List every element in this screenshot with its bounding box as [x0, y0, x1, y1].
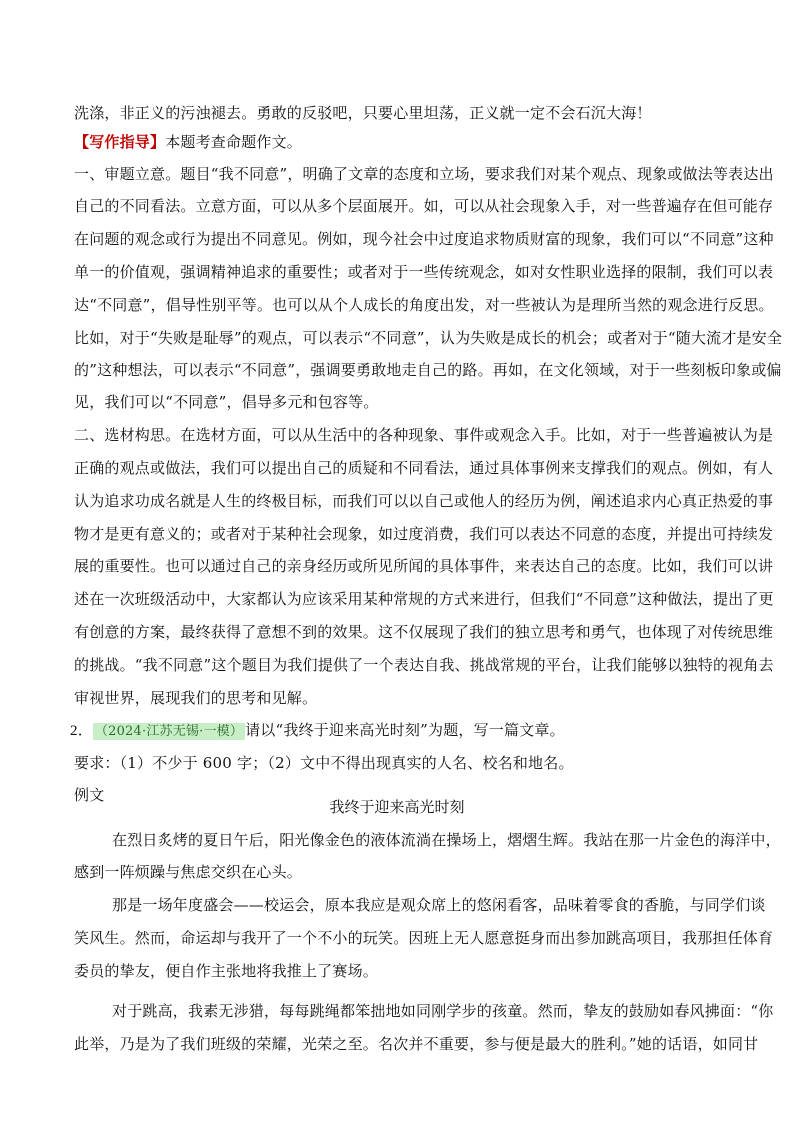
- text-line: 在问题的观念或行为提出不同意见。例如，现今社会中过度追求物质财富的现象，我们可以“不同意”这种: [74, 230, 774, 248]
- question-line: [70, 721, 720, 740]
- text-line: 正确的观点或做法，我们可以提出自己的质疑和不同看法，通过具体事例来支撑我们的观点。例如，有人: [74, 459, 774, 477]
- essay-line: 在烈日炙烤的夏日午后，阳光像金色的液体流淌在操场上，熠熠生辉。我站在那一片金色的海洋中，: [112, 831, 781, 849]
- essay-line: 那是一场年度盛会——校运会，原本我应是观众席上的悠闲看客，品味着零食的香脆，与同学们谈: [112, 896, 766, 914]
- text-line: 的挑战。“我不同意”这个题目为我们提供了一个表达自我、挑战常规的平台，让我们能够以独特的视角去: [74, 656, 774, 674]
- writing-guide-text: 本题考查命题作文。: [165, 133, 303, 151]
- question-source-tag[interactable]: （2024·江苏无锡·一模）: [94, 724, 244, 739]
- essay-line: 委员的挚友，便自作主张地将我推上了赛场。: [74, 962, 379, 980]
- text-line: 单一的价值观，强调精神追求的重要性；或者对于一些传统观念，如对女性职业选择的限制，我们可以表: [74, 263, 774, 281]
- requirement-line: 要求：（1）不少于 600 字；（2）文中不得出现真实的人名、校名和地名。: [74, 754, 574, 772]
- text-line: 比如，对于“失败是耻辱”的观点，可以表示“不同意”，认为失败是成长的机会；或者对于“随大流才是安全: [74, 329, 783, 347]
- text-line: 一、审题立意。题目“我不同意”，明确了文章的态度和立场，要求我们对某个观点、现象或做法等表达出: [74, 165, 774, 183]
- question-number: 2．: [70, 723, 93, 739]
- essay-line: 笑风生。然而，命运却与我开了一个不小的玩笑。因班上无人愿意挺身而出参加跳高项目，我那担任体育: [74, 929, 774, 947]
- essay-title: 我终于迎来高光时刻: [329, 798, 465, 816]
- text-line: 述在一次班级活动中，大家都认为应该采用某种常规的方式来进行，但我们“不同意”这种做法，提出了更: [74, 590, 774, 608]
- text-line: 物才是更有意义的；或者对于某种社会现象，如过度消费，我们可以表达不同意的态度，并提出可持续发: [74, 525, 774, 543]
- text-line: 达“不同意”，倡导性别平等。也可以从个人成长的角度出发，对一些被认为是理所当然的观念进行反思。: [74, 296, 774, 314]
- text-line: 自己的不同看法。立意方面，可以从多个层面展开。如，可以从社会现象入手，对一些普遍存在但可能存: [74, 197, 774, 215]
- writing-guide-label: 【写作指导】: [74, 133, 166, 151]
- text-line: 审视世界，展现我们的思考和见解。: [74, 689, 318, 707]
- text-line: 有创意的方案，最终获得了意想不到的效果。这不仅展现了我们的独立思考和勇气，也体现了对传统思维: [74, 623, 774, 641]
- essay-line: 感到一阵烦躁与焦虑交织在心头。: [74, 863, 303, 881]
- essay-line: 此举，乃是为了我们班级的荣耀，光荣之至。名次并不重要，参与便是最大的胜利。”她的话语，如同甘: [74, 1035, 759, 1053]
- question-prompt: 请以“我终于迎来高光时刻”为题，写一篇文章。: [245, 721, 565, 739]
- text-line: 认为追求功成名就是人生的终极目标，而我们可以以自己或他人的经历为例，阐述追求内心真正热爱的事: [74, 492, 774, 510]
- text-line: 展的重要性。也可以通过自己的亲身经历或所见所闻的具体事件，来表达自己的态度。比如，我们可以讲: [74, 557, 774, 575]
- text-line: 二、选材构思。在选材方面，可以从生活中的各种现象、事件或观念入手。比如，对于一些普遍被认为是: [74, 426, 774, 444]
- example-label: 例文: [74, 786, 105, 804]
- text-line: 见，我们可以“不同意”，倡导多元和包容等。: [74, 393, 379, 411]
- writing-guide-heading: [74, 133, 724, 151]
- text-line: 的”这种想法，可以表示“不同意”，强调要勇敢地走自己的路。再如，在文化领域，对于一些刻板印象或偏: [74, 361, 782, 379]
- text-line: 洗涤，非正义的污浊褪去。勇敢的反驳吧，只要心里坦荡，正义就一定不会石沉大海！: [74, 104, 652, 122]
- essay-line: 对于跳高，我素无涉猎，每每跳绳都笨拙地如同刚学步的孩童。然而，挚友的鼓励如春风拂面：“你: [112, 1002, 774, 1020]
